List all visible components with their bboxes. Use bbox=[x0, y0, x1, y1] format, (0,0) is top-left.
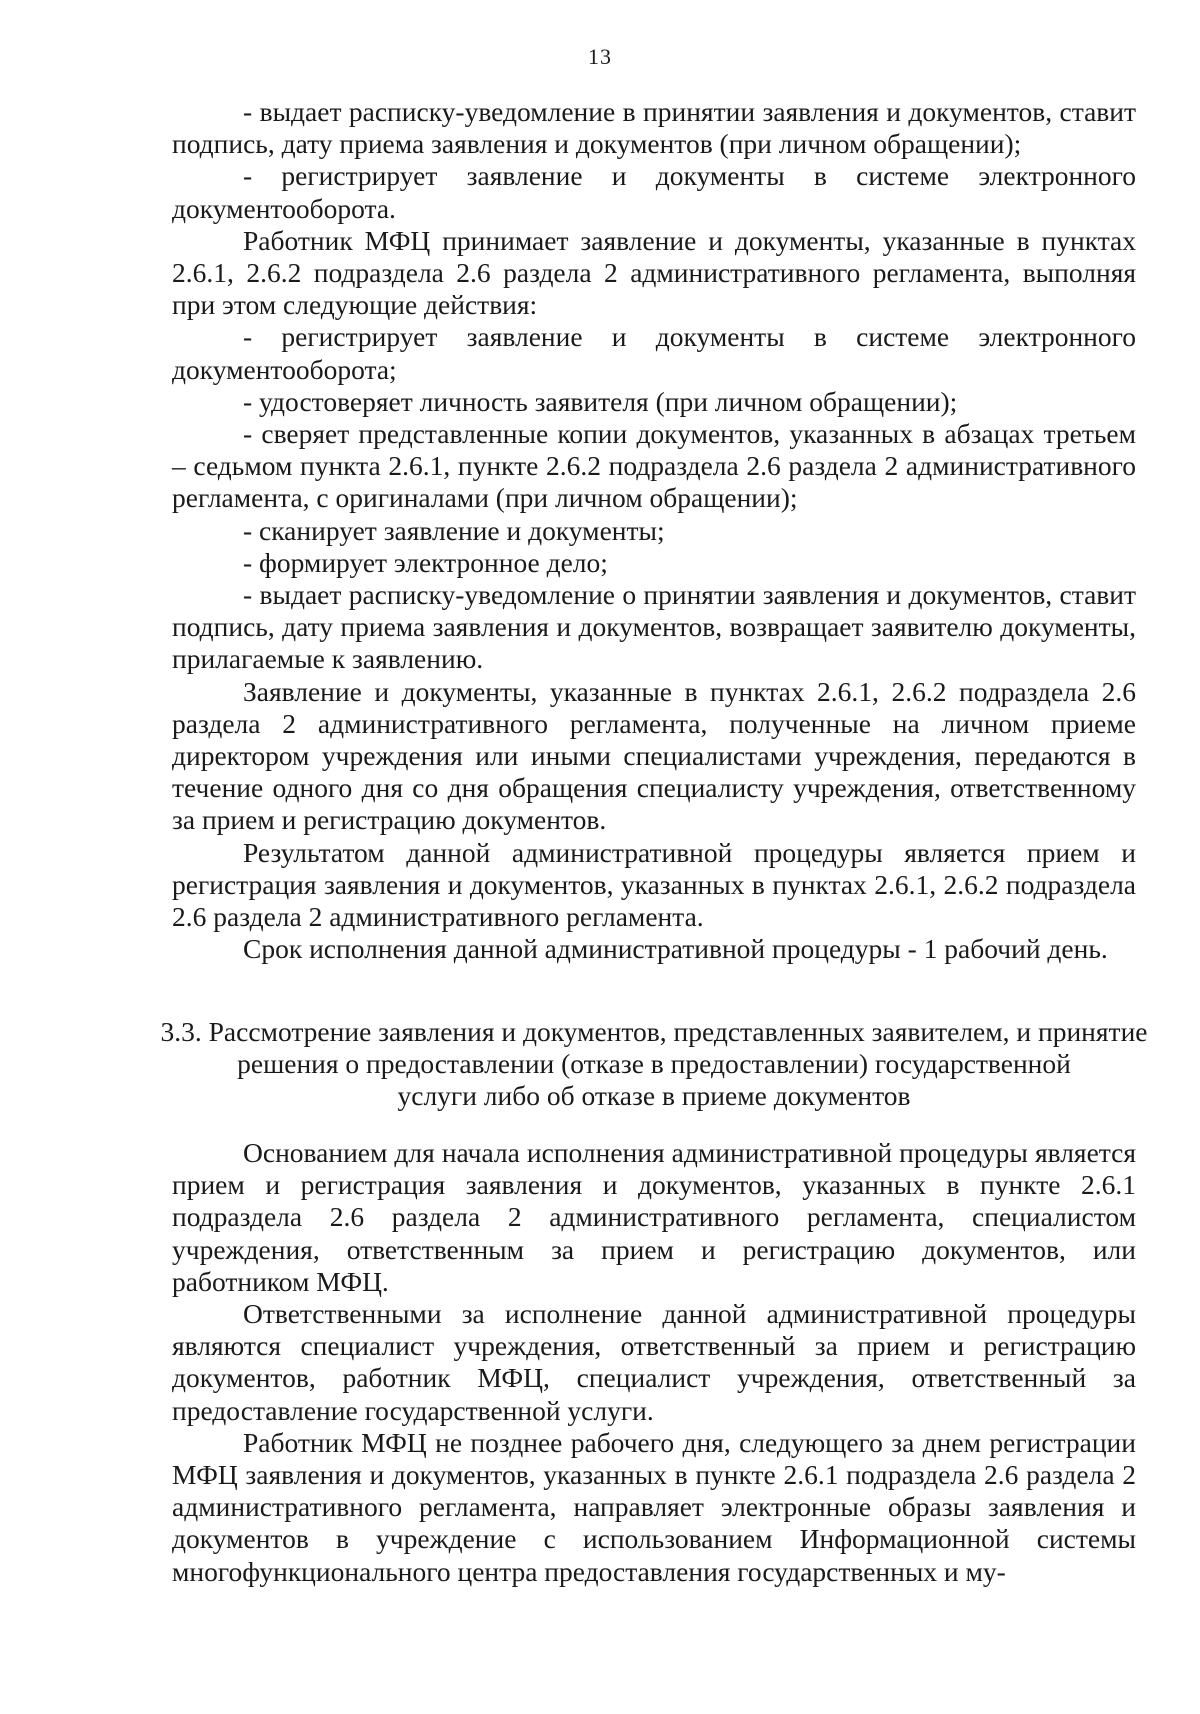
paragraph: - удостоверяет личность заявителя (при личном обращении); bbox=[243, 385, 958, 417]
paragraph: Срок исполнения данной административной процедуры - 1 рабочий день. bbox=[243, 933, 1108, 965]
paragraph: - выдает расписку-уведомление в принятии заявления и документов, ставит подпись, дату приема заявления и документов (при личном обращении); bbox=[172, 96, 1136, 160]
body-text-top bbox=[172, 96, 1136, 965]
paragraph: Результатом данной административной процедуры является прием и регистрация заявления и документов, указанных в пунктах 2.6.1, 2.6.2 подраздела 2.6 раздела 2 административного регламента. bbox=[172, 836, 1136, 933]
section-heading: 3.3. Рассмотрение заявления и документов, представленных заявителем, и принятие решения о предоставлении (отказе в предоставлении) государственной услуги либо об отказе в приеме документов bbox=[160, 1016, 1148, 1112]
paragraph: Заявление и документы, указанные в пунктах 2.6.1, 2.6.2 подраздела 2.6 раздела 2 административного регламента, полученные на личном приеме директором учреждения или иными специалистами учреждения, передаются в течение одного дня со дня обращения специалисту учреждения, ответственному за прием и регистрацию документов. bbox=[172, 675, 1136, 836]
paragraph: - сверяет представленные копии документов, указанных в абзацах третьем – седьмом пункта 2.6.1, пункте 2.6.2 подраздела 2.6 раздела 2 административного регламента, с оригиналами (при личном обращении); bbox=[172, 418, 1136, 514]
paragraph: Работник МФЦ принимает заявление и документы, указанные в пунктах 2.6.1, 2.6.2 подраздела 2.6 раздела 2 административного регламента, выполняя при этом следующие действия: bbox=[172, 224, 1136, 321]
page-number: 13 bbox=[588, 44, 612, 69]
paragraph: - регистрирует заявление и документы в системе электронного документооборота; bbox=[172, 321, 1136, 385]
paragraph: Ответственными за исполнение данной административной процедуры являются специалист учреждения, ответственный за прием и регистрацию документов, работник МФЦ, специалист учреждения, ответственный за предоставление государственной услуги. bbox=[172, 1298, 1136, 1426]
paragraph: Работник МФЦ не позднее рабочего дня, следующего за днем регистрации МФЦ заявления и документов, указанных в пункте 2.6.1 подраздела 2.6 раздела 2 административного регламента, направляет электронные образы заявления и документов в учреждение с использованием Информационной системы многофункционального центра предоставления государственных и му- bbox=[172, 1426, 1136, 1587]
paragraph: - сканирует заявление и документы; bbox=[243, 514, 665, 546]
paragraph: - регистрирует заявление и документы в системе электронного документооборота. bbox=[172, 160, 1136, 224]
paragraph: - формирует электронное дело; bbox=[243, 546, 608, 578]
paragraph: - выдает расписку-уведомление о принятии заявления и документов, ставит подпись, дату приема заявления и документов, возвращает заявителю документы, прилагаемые к заявлению. bbox=[172, 579, 1136, 675]
paragraph: Основанием для начала исполнения административной процедуры является прием и регистрация заявления и документов, указанных в пункте 2.6.1 подраздела 2.6 раздела 2 административного регламента, специалистом учреждения, ответственным за прием и регистрацию документов, или работником МФЦ. bbox=[172, 1137, 1136, 1297]
body-text-bottom bbox=[172, 1137, 1136, 1588]
